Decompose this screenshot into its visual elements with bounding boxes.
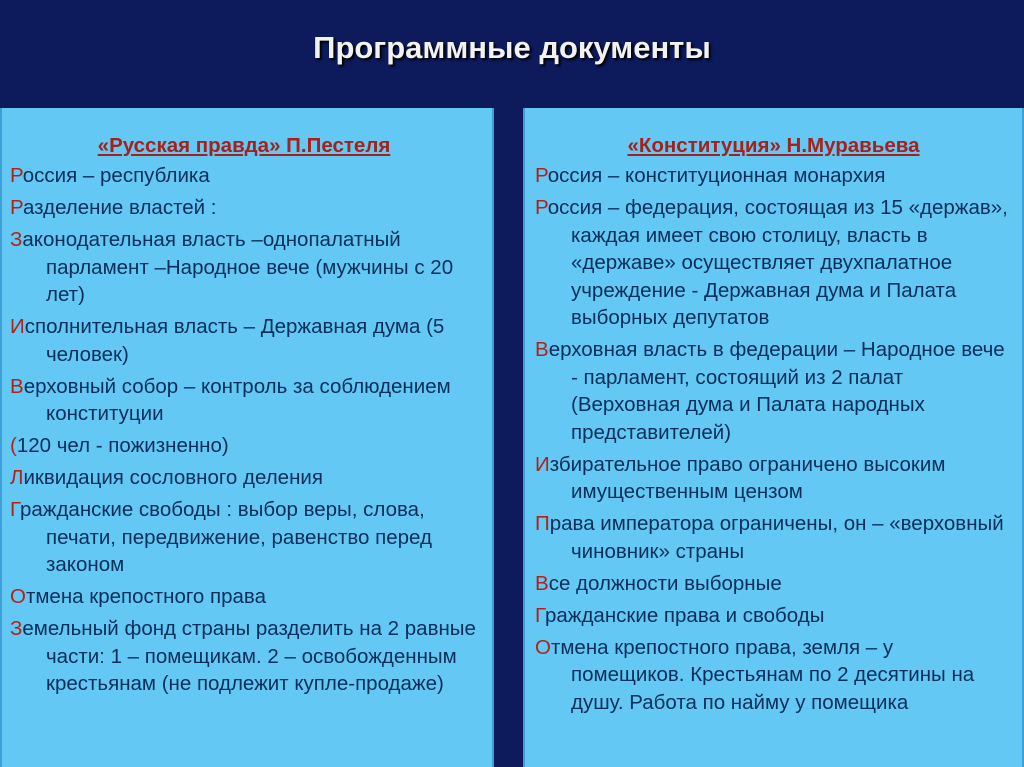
list-item: Верховный собор – контроль за соблюдением конституции [10,374,451,425]
list-item: Исполнительная власть – Державная дума (5 человек) [10,315,445,366]
muravyov-list [535,162,1012,716]
list-item: Все должности выборные [535,571,782,595]
slide-title: Программные документы [313,30,711,65]
list-item: (120 чел - пожизненно) [10,434,229,457]
list-item: Россия – конституционная монархия [535,164,886,187]
list-item: Ликвидация сословного деления [10,466,323,489]
list-item: Гражданские свободы : выбор веры, слова, печати, передвижение, равенство перед законом [10,498,432,576]
list-item: Разделение властей : [10,196,217,219]
pestel-column [0,108,494,767]
list-item: Законодательная власть –однопалатный парламент –Народное вече (мужчины с 20 лет) [10,228,454,306]
list-item: Россия – федерация, состоящая из 15 «держав», каждая имеет свою столицу, власть в «державе» осуществляет двухпалатное учреждение - Державная дума и Палата выборных депутатов [535,196,1008,329]
list-item: Россия – республика [10,164,210,187]
muravyov-column [523,108,1024,767]
list-item: Отмена крепостного права, земля – у помещиков. Крестьянам по 2 десятины на душу. Работа по найму у помещика [535,635,975,714]
list-item: Права императора ограничены, он – «верховный чиновник» страны [535,512,1004,563]
list-item: Верховная власть в федерации – Народное вече - парламент, состоящий из 2 палат (Верховная дума и Палата народных представителей) [535,338,1005,444]
pestel-list [10,162,478,698]
list-item: Избирательное право ограничено высоким имущественным цензом [535,452,946,503]
list-item: Отмена крепостного права [10,585,266,608]
list-item: Гражданские права и свободы [535,603,825,627]
list-item: Земельный фонд страны разделить на 2 равные части: 1 – помещикам. 2 – освобожденным крестьянам (не подлежит купле-продаже) [10,617,476,695]
pestel-heading: «Русская правда» П.Пестеля [97,134,391,157]
muravyov-heading: «Конституция» Н.Муравьева [627,134,920,157]
